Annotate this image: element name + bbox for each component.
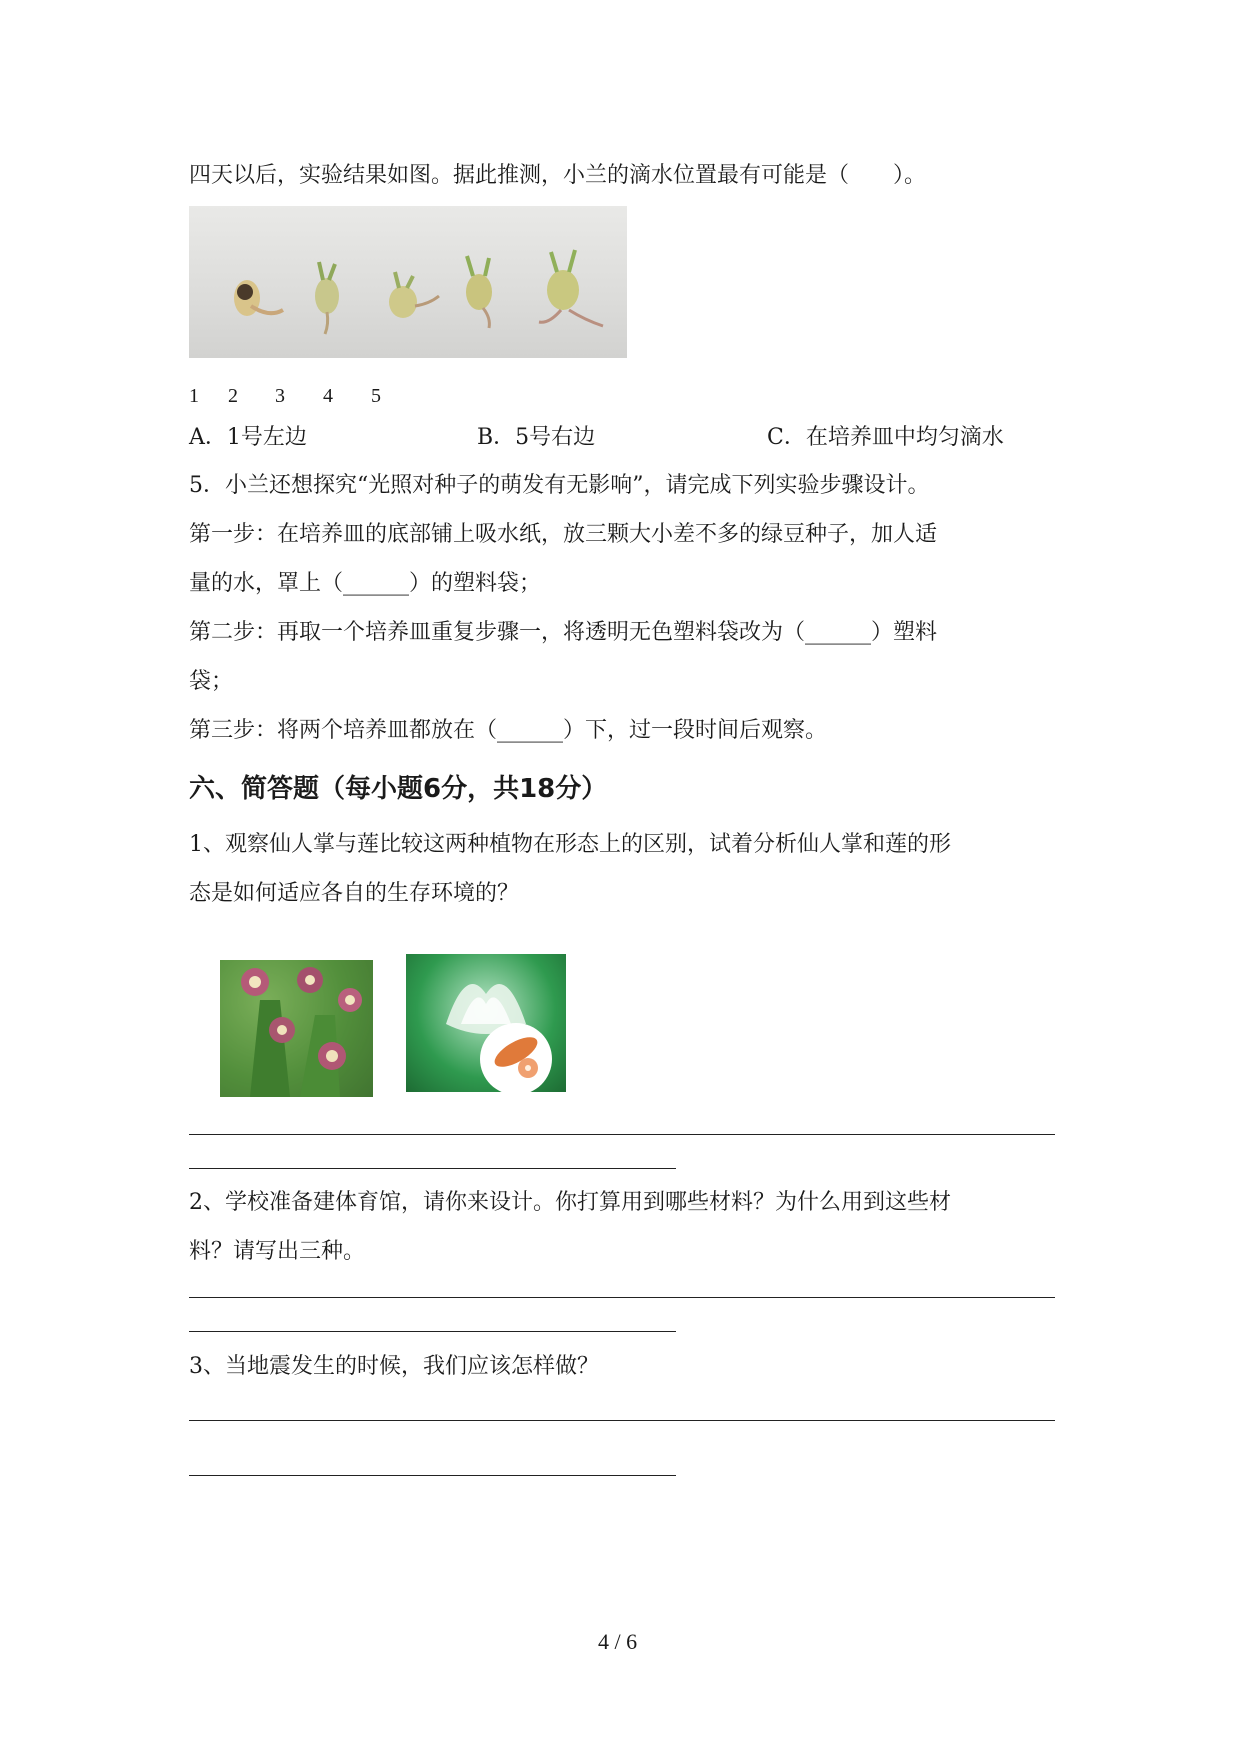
q5-stem: 5．小兰还想探究“光照对种子的萌发有无影响”，请完成下列实验步骤设计。: [189, 473, 930, 498]
q5-step1-line1: 第一步：在培养皿的底部铺上吸水纸，放三颗大小差不多的绿豆种子，加人适: [189, 522, 938, 547]
option-c: C．在培养皿中均匀滴水: [767, 425, 1004, 450]
seed-label-1: 1: [189, 385, 199, 407]
seed-label-2: 2: [228, 385, 238, 407]
answer-line-q2-1[interactable]: [189, 1297, 1055, 1298]
q5-step2-line2: 袋；: [189, 669, 234, 694]
answer-line-q2-2[interactable]: [189, 1331, 676, 1332]
answer-line-q3-2[interactable]: [189, 1475, 676, 1476]
answer-line-q1-1[interactable]: [189, 1134, 1055, 1135]
q5-step2-line1: 第二步：再取一个培养皿重复步骤一，将透明无色塑料袋改为（______）塑料: [189, 620, 938, 645]
seed-label-3: 3: [275, 385, 285, 407]
q1-line1: 1、观察仙人掌与莲比较这两种植物在形态上的区别，试着分析仙人掌和莲的形: [189, 832, 951, 857]
answer-line-q3-1[interactable]: [189, 1420, 1055, 1421]
section-heading: 六、简答题（每小题6分，共18分）: [189, 774, 608, 804]
seed-label-4: 4: [323, 385, 333, 407]
q3-text: 3、当地震发生的时候，我们应该怎样做？: [189, 1354, 599, 1379]
lotus-photo: [406, 954, 566, 1092]
q4-stem: 四天以后，实验结果如图。据此推测，小兰的滴水位置最有可能是（ ）。: [189, 163, 927, 188]
seed-germination-photo: [189, 206, 627, 358]
q2-line1: 2、学校准备建体育馆，请你来设计。你打算用到哪些材料？为什么用到这些材: [189, 1190, 951, 1215]
q5-step1-line2: 量的水，罩上（______）的塑料袋；: [189, 571, 542, 596]
option-b: B．5号右边: [477, 425, 596, 450]
q1-line2: 态是如何适应各自的生存环境的？: [189, 881, 520, 906]
q5-step3: 第三步：将两个培养皿都放在（______）下，过一段时间后观察。: [189, 718, 828, 743]
cactus-illustration: [220, 960, 373, 1097]
answer-line-q1-2[interactable]: [189, 1168, 676, 1169]
seed-sprouts-illustration: [189, 206, 627, 358]
q2-line2: 料？请写出三种。: [189, 1239, 366, 1264]
cactus-photo: [220, 960, 373, 1097]
seed-label-5: 5: [371, 385, 381, 407]
option-a: A．1号左边: [189, 425, 307, 450]
lotus-illustration: [406, 954, 566, 1092]
page-number: 4 / 6: [598, 1629, 638, 1654]
